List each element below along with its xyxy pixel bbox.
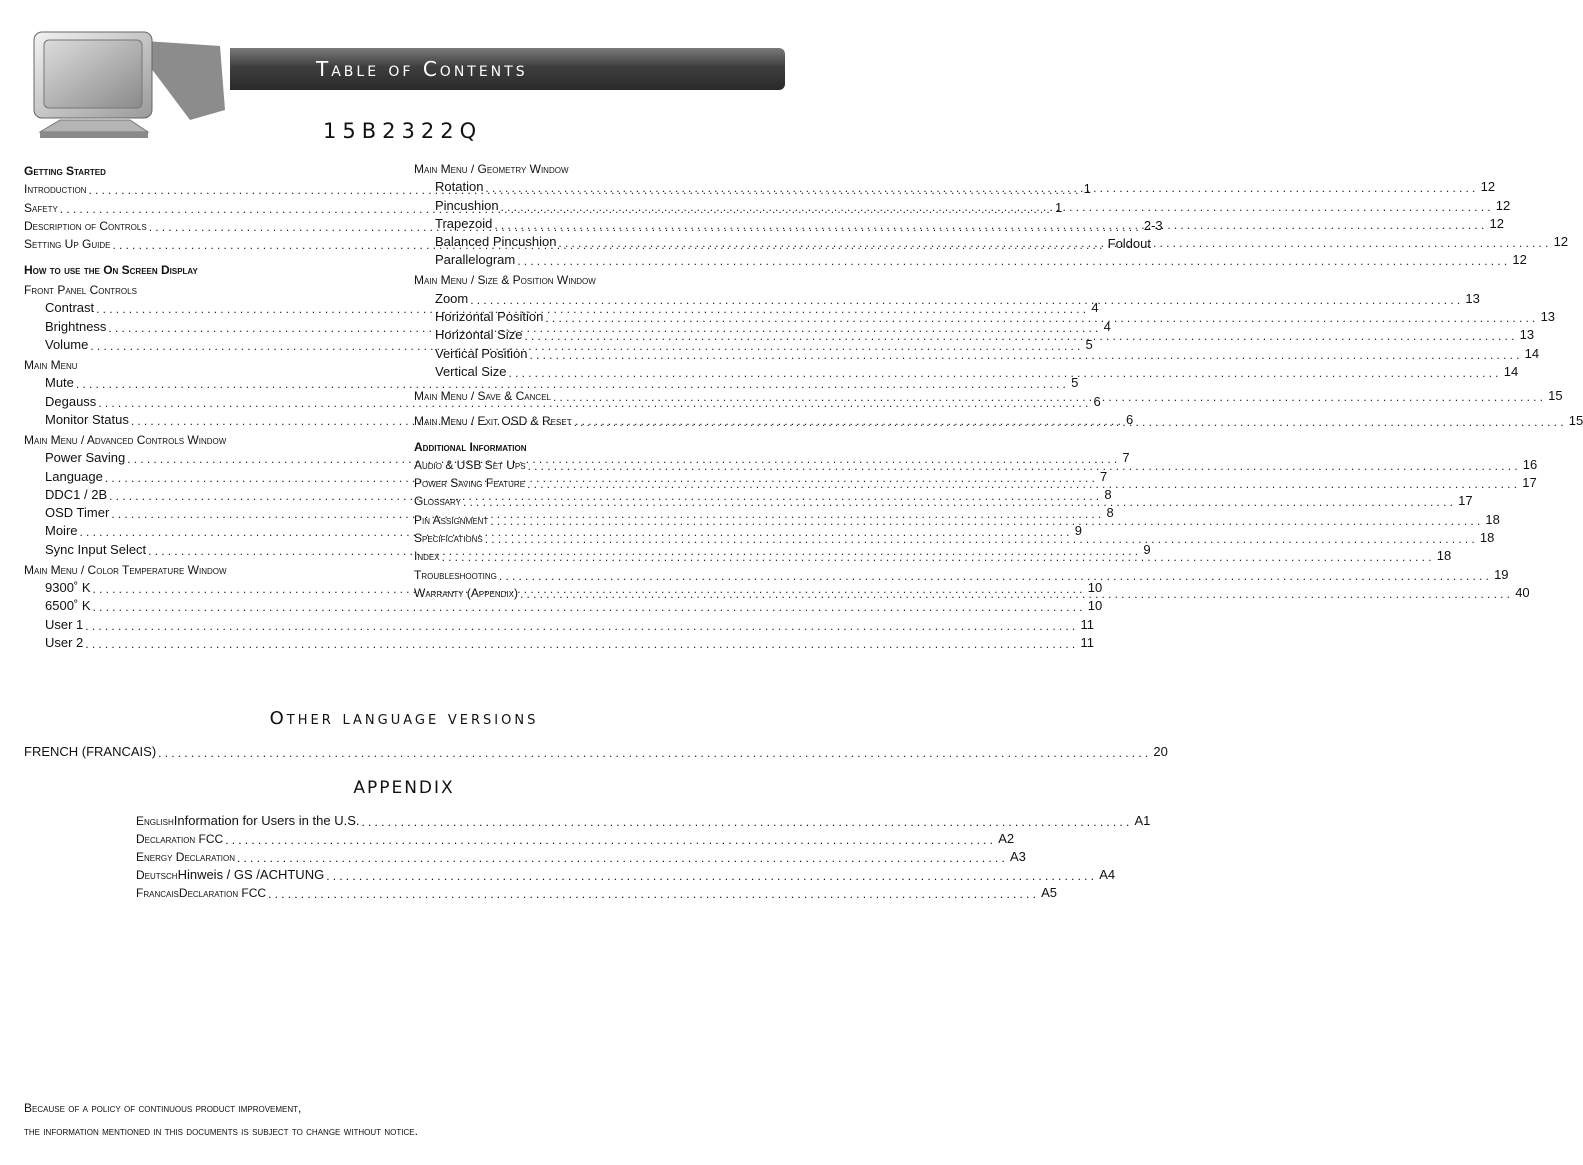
footer-line: Because of a policy of continuous product improvement,: [24, 1101, 302, 1115]
toc-entry-label: OSD Timer: [45, 505, 110, 521]
leader-dots: [509, 367, 1502, 379]
toc-entry-label: 9300˚ K: [45, 580, 91, 596]
toc-entry-page: 13: [1540, 309, 1556, 325]
leader-dots: [545, 312, 1538, 324]
toc-entry-label: Setting Up Guide: [24, 237, 111, 252]
toc-entry-page: 8: [1104, 486, 1112, 502]
toc-entry-label: Glossary: [414, 494, 461, 509]
toc-entry-page: 6: [1126, 411, 1134, 427]
appendix-list: [136, 810, 1151, 901]
toc-entry-page: Foldout: [1107, 236, 1151, 252]
toc-entry-label: Sync Input Select: [45, 541, 147, 557]
toc-entry-page: 12: [1489, 215, 1504, 231]
toc-entry-page: 12: [1480, 179, 1496, 195]
toc-entry-page: 4: [1103, 318, 1111, 334]
appendix-entry[interactable]: [136, 882, 1058, 901]
toc-entry-page: 12: [1512, 252, 1527, 268]
toc-entry-label: Moire: [45, 523, 78, 539]
leader-dots: [490, 515, 1483, 527]
toc-entry-label: Introduction: [24, 182, 87, 197]
appendix-item: [136, 831, 1014, 846]
toc-entry-label: Horizontal Position: [435, 309, 544, 325]
toc-entry-label: DDC1 / 2B: [45, 486, 108, 502]
toc-entry-page: 6: [1093, 393, 1101, 409]
leader-dots: [442, 551, 1435, 563]
toc-entry-label: Vertical Position: [435, 345, 528, 361]
leader-dots: [470, 294, 1463, 306]
appendix-title: APPENDIX: [353, 778, 455, 798]
appendix-label: Declaration FCC: [178, 886, 267, 900]
toc-entry-page: 17: [1458, 493, 1473, 509]
toc-entry-label: Degauss: [45, 393, 97, 409]
toc-entry[interactable]: [414, 508, 1500, 527]
toc-entry-page: 10: [1087, 598, 1103, 614]
toc-entry-label: Pin Assignment: [414, 512, 489, 527]
toc-entry-label: Parallelogram: [435, 252, 516, 268]
model-number: 15B2322Q: [323, 119, 483, 143]
toc-entry-page: 4: [1091, 300, 1099, 316]
toc-entry-label: Brightness: [45, 318, 107, 334]
leader-dots: [528, 460, 1521, 472]
appendix-item: [136, 849, 1026, 864]
toc-entry-label: Main Menu / Save & Cancel: [414, 389, 551, 404]
toc-entry-page: 9: [1074, 523, 1082, 539]
toc-entry-page: 2-3: [1143, 217, 1163, 233]
toc-entry[interactable]: [414, 454, 1538, 472]
leader-dots: [494, 219, 1487, 231]
toc-entry-label: Description of Controls: [24, 218, 147, 233]
subsection-heading: Main Menu / Color Temperature Window: [24, 562, 227, 577]
toc-entry-label: Vertical Size: [435, 363, 507, 379]
toc-entry-label: Mute: [45, 375, 74, 391]
subsection-heading: Main Menu: [24, 358, 78, 373]
toc-entry-label: Safety: [24, 200, 58, 215]
toc-entry-page: 14: [1503, 363, 1519, 379]
toc-entry-page: 1: [1054, 199, 1063, 215]
leader-dots: [501, 201, 1494, 213]
toc-entry[interactable]: [414, 409, 1583, 428]
subsection-heading: Main Menu / Size & Position Window: [414, 273, 596, 288]
toc-entry-label: FRENCH (FRANCAIS): [24, 744, 157, 760]
toc-entry-page: 5: [1071, 375, 1079, 391]
toc-entry-label: Index: [414, 549, 440, 564]
appendix-item: [179, 885, 1057, 900]
toc-entry-label: Balanced Pincushion: [435, 234, 557, 250]
toc-entry-label: Rotation: [435, 179, 484, 195]
toc-entry-page: 11: [1080, 616, 1094, 632]
toc-entry-label: Warranty (Appendix): [414, 585, 519, 600]
toc-entry-page: 18: [1436, 548, 1452, 564]
toc-entry-label: Volume: [45, 337, 89, 353]
other-languages-title: Other language versions: [269, 708, 539, 729]
toc-entry-page: 18: [1485, 511, 1500, 527]
leader-dots: [485, 181, 1478, 197]
toc-entry-page: 15: [1548, 388, 1563, 404]
toc-entry-page: 15: [1568, 412, 1583, 428]
toc-entry-label: 6500˚ K: [45, 598, 91, 614]
subsection-heading: Main Menu / Geometry Window: [414, 162, 569, 176]
toc-entry-label: Horizontal Size: [435, 327, 523, 343]
toc-entry[interactable]: [414, 287, 1480, 306]
footer-line: the information mentioned in this documents is subject to change without notice.: [24, 1124, 418, 1138]
toc-entry[interactable]: [414, 324, 1535, 343]
leader-dots: [85, 638, 1078, 650]
toc-entry-label: Audio & USB Set Ups: [414, 457, 526, 472]
toc-entry-page: 13: [1465, 290, 1480, 306]
toc-entry-page: 5: [1085, 337, 1093, 353]
leader-dots: [485, 533, 1478, 545]
toc-entry-page: 16: [1522, 456, 1538, 472]
leader-dots: [158, 747, 1151, 759]
toc-entry-page: 9: [1143, 541, 1151, 557]
leader-dots: ......................................................................................................................: [326, 869, 1098, 883]
appendix-entry[interactable]: [136, 846, 1026, 865]
appendix-page: A3: [1010, 849, 1026, 864]
toc-entry[interactable]: [414, 176, 1496, 195]
appendix-label: Hinweis / GS /ACHTUNG: [177, 867, 325, 882]
toc-entry-label: User 1: [45, 616, 84, 632]
footer-note: [24, 1097, 418, 1143]
leader-dots: [463, 496, 1456, 508]
toc-entry[interactable]: [414, 361, 1519, 379]
appendix-page: A4: [1099, 867, 1116, 882]
leader-dots: ......................................................................................................................: [225, 833, 997, 847]
toc-entry[interactable]: [414, 545, 1452, 564]
leader-dots: [553, 391, 1546, 403]
toc-entry-page: 17: [1522, 475, 1537, 491]
toc-entry-label: Trapezoid: [435, 215, 493, 231]
page-title: Table of Contents: [316, 57, 528, 81]
toc-entry[interactable]: [24, 595, 1103, 614]
subsection-heading: Main Menu / Advanced Controls Window: [24, 432, 227, 447]
toc-entry[interactable]: [414, 472, 1537, 491]
appendix-entry[interactable]: [136, 864, 1116, 883]
appendix-entry[interactable]: [136, 810, 1151, 829]
appendix-item: [178, 867, 1116, 882]
toc-entry[interactable]: [414, 490, 1473, 509]
leader-dots: ......................................................................................................................: [361, 815, 1133, 829]
appendix-item: [174, 813, 1151, 828]
toc-entry[interactable]: [414, 527, 1495, 546]
leader-dots: [499, 570, 1492, 582]
section-heading: How to use the On Screen Display: [24, 263, 198, 278]
toc-entry-page: 13: [1519, 327, 1535, 343]
appendix-entry[interactable]: [136, 828, 1015, 847]
toc-entry-label: Zoom: [435, 290, 469, 306]
appendix-page: A1: [1134, 813, 1151, 828]
toc-entry-page: 10: [1087, 580, 1103, 596]
appendix-page: A2: [998, 831, 1015, 846]
section-heading: Getting Started: [24, 164, 106, 178]
leader-dots: [558, 236, 1551, 252]
toc-entry-page: 7: [1100, 468, 1108, 484]
toc-entry-page: 12: [1495, 197, 1511, 213]
toc-entry-label: Language: [45, 468, 103, 484]
leader-dots: [574, 416, 1567, 428]
toc-entry-page: 40: [1515, 584, 1530, 600]
toc-entry-page: 1: [1083, 181, 1091, 197]
toc-entry-label: Specifications: [414, 531, 483, 546]
toc-entry-page: 18: [1479, 530, 1495, 546]
toc-entry-label: Power Saving: [45, 450, 126, 466]
toc-entry-label: Contrast: [45, 300, 95, 316]
toc-entry[interactable]: [414, 249, 1527, 268]
toc-entry[interactable]: [414, 563, 1509, 582]
appendix-language: English: [136, 814, 174, 828]
appendix-label: Information for Users in the U.S.: [173, 813, 360, 828]
leader-dots: [517, 255, 1510, 267]
toc-entry-label: Troubleshooting: [414, 567, 497, 582]
subsection-heading: Front Panel Controls: [24, 283, 137, 298]
appendix-label: Energy Declaration: [136, 850, 235, 864]
appendix-page: A5: [1041, 885, 1058, 900]
appendix-language: Francais: [136, 886, 179, 900]
toc-entry[interactable]: [24, 372, 1079, 391]
toc-entry-page: 19: [1494, 566, 1509, 582]
toc-entry-page: 8: [1106, 505, 1114, 521]
toc-entry[interactable]: [414, 306, 1556, 325]
toc-entry-page: 11: [1080, 634, 1094, 650]
toc-entry-page: 20: [1153, 744, 1168, 760]
leader-dots: [93, 601, 1086, 613]
toc-entry[interactable]: [24, 632, 1094, 650]
toc-entry-page: 7: [1122, 450, 1130, 466]
leader-dots: [85, 620, 1078, 632]
appendix-label: Declaration FCC: [136, 832, 224, 846]
toc-entry-label: Power Saving Feature: [414, 476, 526, 491]
toc-entry-label: Pincushion: [435, 197, 499, 213]
toc-entry[interactable]: [414, 342, 1540, 361]
section-heading: Additional Information: [414, 439, 527, 454]
monitor-illustration: [20, 28, 235, 151]
toc-entry-page: 14: [1524, 345, 1540, 361]
leader-dots: ......................................................................................................................: [236, 851, 1008, 865]
appendix-language: Deutsch: [136, 868, 178, 882]
leader-dots: [520, 588, 1513, 600]
toc-entry-french[interactable]: [24, 741, 1168, 760]
toc-entry-label: User 2: [45, 634, 84, 650]
toc-entry[interactable]: [24, 613, 1094, 632]
toc-entry[interactable]: [414, 385, 1563, 404]
toc-entry-page: 12: [1553, 234, 1569, 250]
leader-dots: [524, 330, 1517, 342]
leader-dots: [527, 478, 1520, 490]
toc-entry[interactable]: [414, 194, 1511, 213]
toc-entry-label: Main Menu / Exit OSD & Reset: [414, 413, 572, 428]
leader-dots: [530, 349, 1523, 361]
toc-entry-label: Monitor Status: [45, 411, 129, 427]
leader-dots: ......................................................................................................................: [268, 887, 1040, 901]
